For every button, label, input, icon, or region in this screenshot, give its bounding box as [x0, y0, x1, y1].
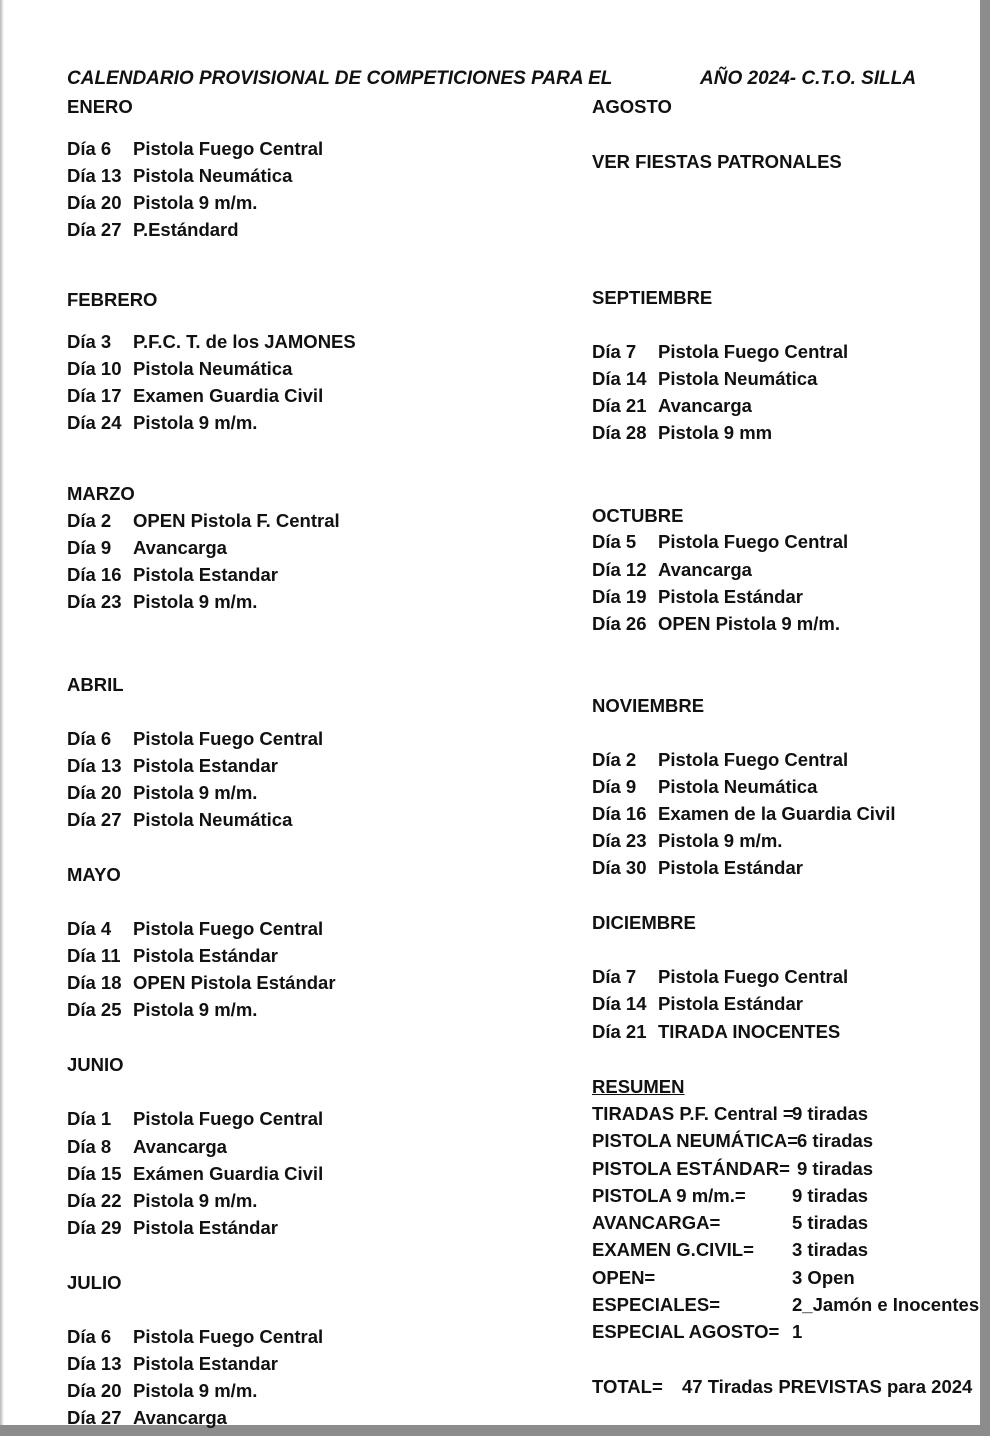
- event-name: OPEN Pistola Estándar: [133, 972, 336, 993]
- total-value: 47 Tiradas PREVISTAS para 2024: [682, 1376, 973, 1397]
- event-day: Día 15: [67, 1163, 122, 1184]
- event-name: Avancarga: [133, 1136, 227, 1157]
- event-name: Pistola Fuego Central: [133, 1326, 324, 1347]
- event-name: Examen de la Guardia Civil: [658, 803, 896, 824]
- event-day: Día 20: [67, 1380, 122, 1401]
- month-junio: JUNIO: [67, 1054, 124, 1075]
- summary-label: PISTOLA 9 m/m.=: [592, 1185, 746, 1206]
- event-name: Pistola 9 m/m.: [658, 830, 783, 851]
- event-name: Pistola 9 m/m.: [133, 1380, 258, 1401]
- event-day: Día 16: [592, 803, 647, 824]
- event-day: Día 14: [592, 368, 647, 389]
- event-name: Pistola Fuego Central: [658, 341, 849, 362]
- summary-label: AVANCARGA=: [592, 1212, 721, 1233]
- event-day: Día 10: [67, 358, 122, 379]
- month-diciembre: DICIEMBRE: [592, 912, 696, 933]
- event-name: Pistola 9 m/m.: [133, 1190, 258, 1211]
- event-day: Día 1: [67, 1108, 112, 1129]
- event-day: Día 5: [592, 531, 637, 552]
- month-septiembre: SEPTIEMBRE: [592, 287, 713, 308]
- event-name: Pistola Fuego Central: [658, 749, 849, 770]
- event-day: Día 2: [592, 749, 637, 770]
- event-day: Día 7: [592, 966, 637, 987]
- summary-row: [592, 1267, 855, 1289]
- title-part-1: CALENDARIO PROVISIONAL DE COMPETICIONES PARA EL: [67, 68, 613, 89]
- event-name: OPEN Pistola 9 m/m.: [658, 613, 840, 634]
- event-name: Exámen Guardia Civil: [133, 1163, 324, 1184]
- event-day: Día 2: [67, 510, 112, 531]
- event-name: Pistola Fuego Central: [133, 728, 324, 749]
- summary-row: [592, 1321, 803, 1343]
- month-note: VER FIESTAS PATRONALES: [592, 151, 842, 172]
- event-day: Día 23: [67, 591, 122, 612]
- summary-heading: RESUMEN: [592, 1076, 685, 1097]
- event-name: TIRADA INOCENTES: [658, 1021, 841, 1042]
- event-name: Pistola Fuego Central: [133, 1108, 324, 1129]
- summary-row: [592, 1158, 874, 1180]
- event-name: Pistola Neumática: [133, 165, 293, 186]
- event-day: Día 3: [67, 331, 112, 352]
- event-name: Pistola Estándar: [133, 945, 278, 966]
- event-name: Examen Guardia Civil: [133, 385, 324, 406]
- summary-row: [592, 1185, 869, 1207]
- month-marzo: MARZO: [67, 483, 135, 504]
- event-day: Día 11: [67, 945, 121, 966]
- event-day: Día 13: [67, 755, 122, 776]
- summary-value: 5 tiradas: [792, 1212, 869, 1233]
- summary-label: PISTOLA NEUMÁTICA=: [592, 1130, 799, 1151]
- event-day: Día 13: [67, 165, 122, 186]
- summary-row: [592, 1130, 874, 1152]
- summary-label: ESPECIALES=: [592, 1294, 721, 1315]
- event-day: Día 27: [67, 809, 122, 830]
- event-day: Día 29: [67, 1217, 122, 1238]
- summary-value: 2_Jamón e Inocentes: [792, 1294, 980, 1315]
- month-noviembre: NOVIEMBRE: [592, 695, 705, 716]
- event-name: Pistola 9 m/m.: [133, 782, 258, 803]
- summary-row: [592, 1294, 980, 1316]
- event-name: Pistola Estándar: [658, 993, 803, 1014]
- event-name: Avancarga: [658, 559, 752, 580]
- month-febrero: FEBRERO: [67, 289, 158, 310]
- event-name: Pistola Estándar: [658, 857, 803, 878]
- event-name: P.F.C. T. de los JAMONES: [133, 331, 356, 352]
- summary-label: ESPECIAL AGOSTO=: [592, 1321, 780, 1342]
- event-name: Pistola 9 m/m.: [133, 412, 258, 433]
- event-day: Día 22: [67, 1190, 122, 1211]
- summary-value: 6 tiradas: [797, 1130, 874, 1151]
- event-name: P.Estándard: [133, 219, 239, 240]
- event-day: Día 12: [592, 559, 647, 580]
- event-name: Avancarga: [133, 1407, 227, 1428]
- total-label: TOTAL=: [592, 1376, 663, 1397]
- event-day: Día 25: [67, 999, 122, 1020]
- event-day: Día 18: [67, 972, 122, 993]
- event-day: Día 23: [592, 830, 647, 851]
- event-day: Día 20: [67, 192, 122, 213]
- event-name: OPEN Pistola F. Central: [133, 510, 340, 531]
- month-mayo: MAYO: [67, 864, 121, 885]
- event-name: Pistola Estándar: [133, 1217, 278, 1238]
- event-name: Pistola 9 m/m.: [133, 999, 258, 1020]
- event-name: Avancarga: [133, 537, 227, 558]
- summary-label: OPEN=: [592, 1267, 656, 1288]
- event-day: Día 14: [592, 993, 647, 1014]
- event-day: Día 4: [67, 918, 112, 939]
- event-day: Día 20: [67, 782, 122, 803]
- event-day: Día 9: [67, 537, 112, 558]
- event-day: Día 13: [67, 1353, 122, 1374]
- event-day: Día 17: [67, 385, 122, 406]
- summary-value: 1: [792, 1321, 803, 1342]
- summary-total: [592, 1376, 973, 1398]
- summary-row: [592, 1212, 869, 1234]
- event-day: Día 21: [592, 1021, 647, 1042]
- month-octubre: OCTUBRE: [592, 505, 684, 526]
- summary-value: 9 tiradas: [792, 1185, 869, 1206]
- event-name: Pistola Estandar: [133, 755, 278, 776]
- month-enero: ENERO: [67, 96, 133, 117]
- event-name: Pistola Estandar: [133, 1353, 278, 1374]
- event-day: Día 19: [592, 586, 647, 607]
- event-day: Día 28: [592, 422, 647, 443]
- event-name: Pistola Fuego Central: [133, 138, 324, 159]
- summary-label: TIRADAS P.F. Central =: [592, 1103, 794, 1124]
- event-name: Avancarga: [658, 395, 752, 416]
- summary-label: EXAMEN G.CIVIL=: [592, 1239, 754, 1260]
- month-abril: ABRIL: [67, 674, 124, 695]
- event-name: Pistola Fuego Central: [658, 531, 849, 552]
- summary-row: [592, 1103, 869, 1125]
- summary-value: 3 tiradas: [792, 1239, 869, 1260]
- month-agosto: AGOSTO: [592, 96, 672, 117]
- event-day: Día 27: [67, 1407, 122, 1428]
- event-day: Día 27: [67, 219, 122, 240]
- document-title: [67, 68, 917, 90]
- title-part-2: AÑO 2024- C.T.O. SILLA: [700, 68, 917, 89]
- event-day: Día 6: [67, 138, 112, 159]
- event-name: Pistola Neumática: [658, 368, 818, 389]
- event-name: Pistola Fuego Central: [658, 966, 849, 987]
- summary-row: [592, 1239, 869, 1261]
- event-day: Día 9: [592, 776, 637, 797]
- event-name: Pistola 9 m/m.: [133, 591, 258, 612]
- event-name: Pistola Neumática: [133, 358, 293, 379]
- event-day: Día 30: [592, 857, 647, 878]
- event-day: Día 21: [592, 395, 647, 416]
- event-name: Pistola Neumática: [658, 776, 818, 797]
- summary-value: 9 tiradas: [797, 1158, 874, 1179]
- event-name: Pistola 9 m/m.: [133, 192, 258, 213]
- event-day: Día 7: [592, 341, 637, 362]
- event-name: Pistola Estandar: [133, 564, 278, 585]
- event-day: Día 6: [67, 728, 112, 749]
- event-name: Pistola Neumática: [133, 809, 293, 830]
- event-day: Día 16: [67, 564, 122, 585]
- summary-value: 3 Open: [792, 1267, 855, 1288]
- event-day: Día 24: [67, 412, 122, 433]
- event-day: Día 26: [592, 613, 647, 634]
- summary-value: 9 tiradas: [792, 1103, 869, 1124]
- month-julio: JULIO: [67, 1272, 122, 1293]
- event-name: Pistola Fuego Central: [133, 918, 324, 939]
- event-name: Pistola Estándar: [658, 586, 803, 607]
- event-day: Día 6: [67, 1326, 112, 1347]
- event-day: Día 8: [67, 1136, 112, 1157]
- summary-label: PISTOLA ESTÁNDAR=: [592, 1158, 790, 1179]
- event-name: Pistola 9 mm: [658, 422, 773, 443]
